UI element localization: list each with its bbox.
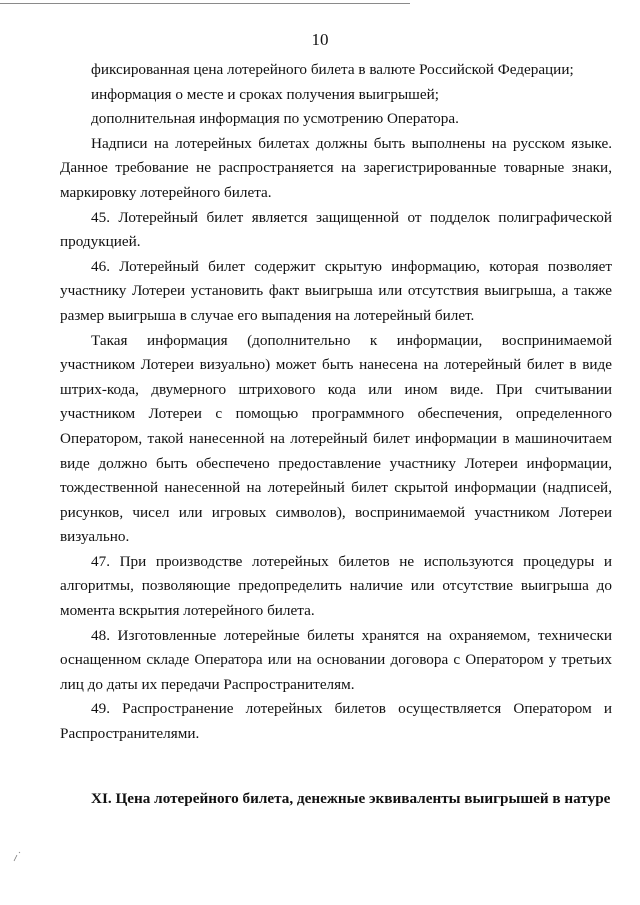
paragraph: 45. Лотерейный билет является защищенной от подделок полиграфической продукцией. [60,208,612,251]
paragraph: 47. При производстве лотерейных билетов не используются процедуры и алгоритмы, позволяющие предопределить наличие или отсутствие выигрыша до момента вскрытия лотерейного билета. [60,552,612,620]
paragraph: информация о месте и сроках получения выигрышей; [91,85,439,103]
paragraph: дополнительная информация по усмотрению Оператора. [91,110,459,128]
paragraph: 48. Изготовленные лотерейные билеты хранятся на охраняемом, технически оснащенном складе Оператора или на основании договора с Оператором у третьих лиц до даты их передачи Распространителям. [60,626,612,693]
paragraph: фиксированная цена лотерейного билета в валюте Российской Федерации; [91,61,574,78]
paragraph: Надписи на лотерейных билетах должны быть выполнены на русском языке. Данное требование не распространяется на зарегистрированные товарные знаки, маркировку лотерейного билета. [60,134,612,201]
pen-mark-icon [11,849,25,863]
body-text [60,58,612,747]
paragraph: 46. Лотерейный билет содержит скрытую информацию, которая позволяет участнику Лотереи установить факт выигрыша или отсутствия выигрыша, а также размер выигрыша в случае его выпадения на лотерейный билет. [60,257,612,324]
paragraph: 49. Распространение лотерейных билетов осуществляется Оператором и Распространителями. [60,700,612,743]
paragraph: Такая информация (дополнительно к информации, воспринимаемой участником Лотереи визуально) может быть нанесена на лотерейный билет в виде штрих-кода, двумерного штрихового кода или ином виде. При считывании участником Лотереи с помощью программного обеспечения, определенного Оператором, такой нанесенной на лотерейный билет информации в машиночитаем виде должно быть обеспечено предоставление участнику Лотереи информации, тождественной нанесенной на лотерейный билет скрытой информации (надписей, рисунков, чисел или игровых символов), воспринимаемой участником Лотереи визуально. [60,331,612,546]
section-heading: XI. Цена лотерейного билета, денежные эквиваленты выигрышей в натуре [91,790,611,807]
top-rule [0,3,410,4]
page-number: 10 [311,30,329,49]
